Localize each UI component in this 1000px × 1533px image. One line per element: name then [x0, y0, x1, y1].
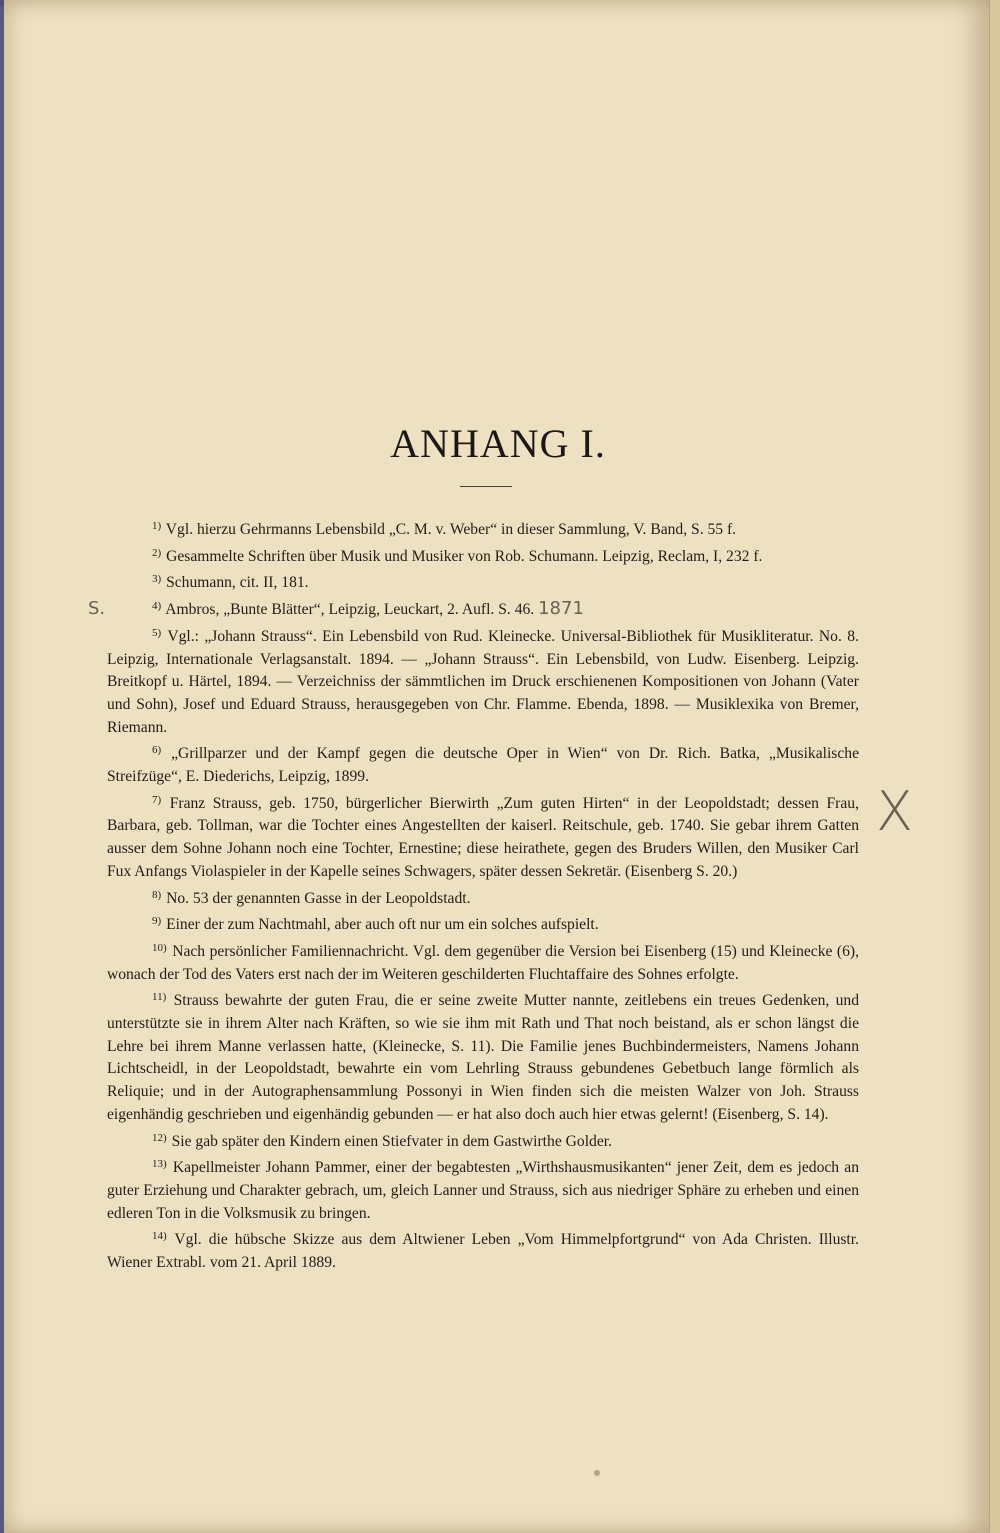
footnote-5 — [107, 622, 859, 740]
handwritten-year-note: 1871 — [538, 598, 584, 620]
footnote-number: 5) — [152, 626, 162, 639]
footnote-text: Vgl.: „Johann Strauss“. Ein Lebensbild von Rud. Kleinecke. Universal-Bibliothek für Musikliteratur. No. 8. Leipzig, Internationale Verlagsanstalt. 1894. — „Johann Strauss“. Ein Lebensbild, von Ludw. Eisenberg. Leipzig. Breitkopf u. Härtel, 1894. — Verzeichniss der sämmtlichen im Druck erschienenen Kompositionen von Johann (Vater und Sohn), Josef und Eduard Strauss, herausgegeben von Chr. Flamme. Ebenda, 1898. — Musiklexika von Bremer, Riemann. — [107, 627, 859, 736]
footnote-text: Ambros, „Bunte Blätter“, Leipzig, Leuckart, 2. Aufl. S. 46. — [165, 601, 535, 619]
footnote-number: 7) — [152, 793, 162, 806]
footnote-number: 2) — [152, 546, 162, 559]
book-page — [4, 0, 992, 1533]
footnote-text: Einer der zum Nachtmahl, aber auch oft nur um ein solches aufspielt. — [166, 916, 599, 934]
handwritten-margin-note-right: X — [876, 780, 913, 843]
footnote-text: Schumann, cit. II, 181. — [166, 574, 309, 592]
footnote-9 — [107, 910, 859, 937]
footnote-text: Vgl. die hübsche Skizze aus dem Altwiener Leben „Vom Himmelpfortgrund“ von Ada Christen. Illustr. Wiener Extrabl. vom 21. April 1889. — [107, 1231, 859, 1272]
footnote-text: Gesammelte Schriften über Musik und Musiker von Rob. Schumann. Leipzig, Reclam, I, 232 f. — [166, 547, 763, 565]
footnote-number: 14) — [152, 1230, 167, 1243]
footnote-7 — [107, 789, 859, 884]
footnote-number: 10) — [152, 941, 167, 954]
footnote-8 — [107, 884, 859, 911]
handwritten-margin-note-left: S. — [88, 598, 106, 619]
footnote-text: „Grillparzer und der Kampf gegen die deutsche Oper in Wien“ von Dr. Rich. Batka, „Musikalische Streifzüge“, E. Diederichs, Leipzig, 1899. — [107, 745, 859, 786]
footnote-number: 12) — [152, 1131, 167, 1144]
footnote-text: Franz Strauss, geb. 1750, bürgerlicher Bierwirth „Zum guten Hirten“ in der Leopoldstadt; dessen Frau, Barbara, geb. Tollman, war die Tochter eines Angestellten der kaiserl. Reitschule, geb. 1740. Sie gebar ihrem Gatten ausser dem Sohne Johann noch eine Tochter, Ernestine; diese heirathete, gegen des Bruders Willen, den Musiker Carl Fux Anfangs Violaspieler in der Kapelle seines Schwagers, später dessen Sekretär. (Eisenberg S. 20.) — [107, 794, 859, 880]
footnotes-list — [107, 515, 859, 1275]
footnote-number: 11) — [152, 991, 167, 1004]
paper-spot — [594, 1470, 600, 1476]
footnote-text: Strauss bewahrte der guten Frau, die er seine zweite Mutter nannte, zeitlebens ein treues Gedenken, und unterstützte sie in ihrem Alter nach Kräften, so wie sie ihm mit Rath und That noch beistand, als er schon längst die Lehre bei ihrem Manne verlassen hatte, (Kleinecke, S. 11). Die Familie jenes Buchbindermeisters, Namens Johann Lichtscheidl, in der Leopoldstadt, bewahrte ein vom Lehrling Strauss gebundenes Gebetbuch lange förmlich als Reliquie; und in der Autographensammlung Possonyi in Wien finden sich die meisten Walzer von Joh. Strauss eigenhändig geschrieben und eigenhändig gebunden — er hat also doch auch hier etwas gelernt! (Eisenberg, S. 14). — [107, 992, 860, 1123]
footnote-number: 9) — [152, 915, 162, 928]
footnote-13 — [107, 1153, 859, 1225]
footnote-text: Nach persönlicher Familiennachricht. Vgl. dem gegenüber die Version bei Eisenberg (15) und Kleinecke (6), wonach der Tod des Vaters erst nach der im Weiteren geschilderten Fluchtaffaire des Sohnes erfolgte. — [107, 942, 860, 983]
footnote-number: 6) — [152, 744, 162, 757]
page-title: ANHANG I. — [390, 421, 606, 466]
footnote-4 — [107, 595, 859, 622]
footnote-1 — [107, 515, 859, 542]
footnote-14 — [107, 1225, 859, 1274]
footnote-text: Vgl. hierzu Gehrmanns Lebensbild „C. M. v. Weber“ in dieser Sammlung, V. Band, S. 55 f. — [165, 521, 737, 538]
footnote-number: 3) — [152, 573, 162, 586]
footnote-11 — [107, 986, 859, 1126]
footnote-number: 13) — [152, 1158, 167, 1171]
footnote-6 — [107, 739, 859, 788]
title-divider — [460, 486, 512, 487]
footnote-number: 1) — [152, 520, 162, 532]
footnote-2 — [107, 542, 859, 569]
footnote-12 — [107, 1127, 859, 1154]
footnote-text: Kapellmeister Johann Pammer, einer der begabtesten „Wirthshausmusikanten“ jener Zeit, dem es jedoch an guter Erziehung und Charakter gebrach, um, gleich Lanner und Strauss, sich aus niedriger Sphäre zu erheben und einen edleren Ton in die Volksmusik zu bringen. — [107, 1159, 859, 1222]
footnote-text: Sie gab später den Kindern einen Stiefvater in dem Gastwirthe Golder. — [171, 1132, 612, 1150]
footnote-text: No. 53 der genannten Gasse in der Leopoldstadt. — [166, 889, 471, 907]
footnote-10 — [107, 937, 859, 986]
footnote-number: 8) — [152, 888, 162, 901]
page-edge-right — [989, 0, 1000, 1533]
footnote-number: 4) — [152, 600, 162, 613]
footnote-3 — [107, 568, 859, 595]
